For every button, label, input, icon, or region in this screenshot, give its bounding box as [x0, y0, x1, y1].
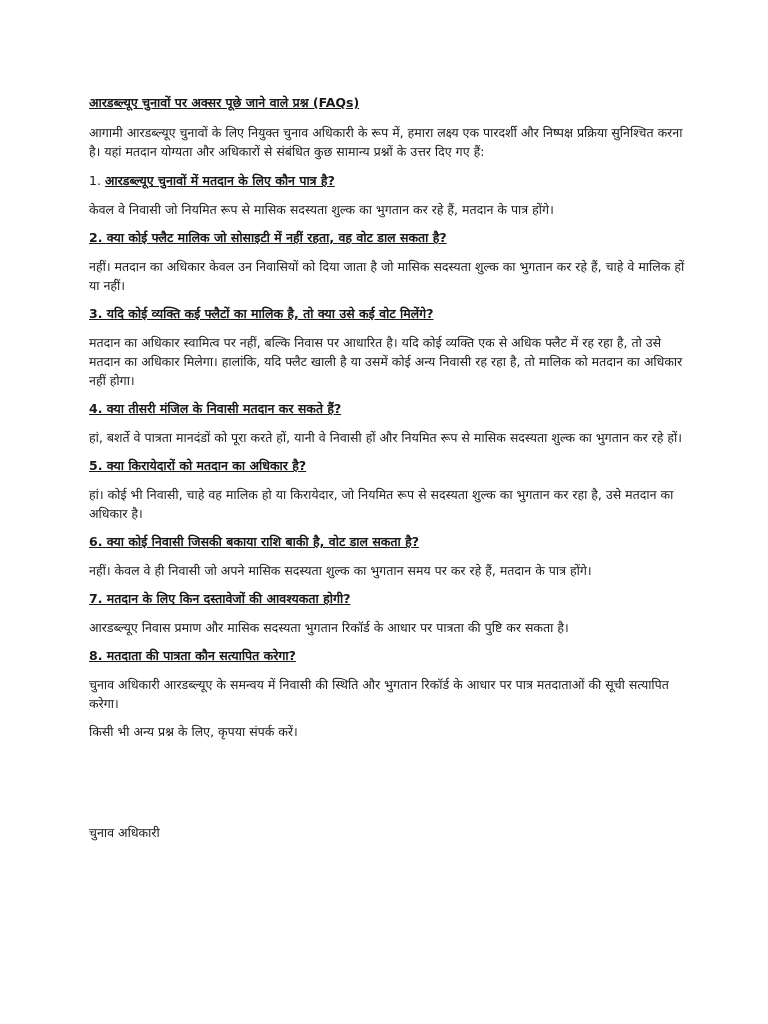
- faq-answer: हां। कोई भी निवासी, चाहे वह मालिक हो या किरायेदार, जो नियमित रूप से सदस्यता शुल्क का भुगतान कर रहा है, उसे मतदान का अधिकार है।: [89, 487, 674, 521]
- faq-question: [89, 228, 689, 247]
- faq-item-1: [89, 171, 689, 219]
- faq-item-4: [89, 399, 689, 447]
- faq-item-6: [89, 532, 689, 580]
- faq-number: 1.: [89, 173, 105, 188]
- faq-item-7: [89, 589, 689, 637]
- faq-item-3: [89, 304, 689, 390]
- faq-item-8: [89, 646, 689, 713]
- faq-question-text: 8. मतदाता की पात्रता कौन सत्यापित करेगा?: [89, 648, 296, 663]
- faq-answer: हां, बशर्ते वे पात्रता मानदंडों को पूरा करते हों, यानी वे निवासी हों और नियमित रूप से मासिक सदस्यता शुल्क का भुगतान कर रहे हों।: [89, 430, 683, 445]
- faq-question-text: आरडब्ल्यूए चुनावों में मतदान के लिए कौन पात्र है?: [104, 173, 335, 188]
- faq-answer: मतदान का अधिकार स्वामित्व पर नहीं, बल्कि निवास पर आधारित है। यदि कोई व्यक्ति एक से अधिक फ्लैट में रह रहा है, तो उसे मतदान का अधिकार मिलेगा। हालांकि, यदि फ्लैट खाली है या उसमें कोई अन्य निवासी रह रहा है, तो मालिक को मतदान का अधिकार नहीं होगा।: [89, 335, 683, 388]
- faq-question-text: 5. क्या किरायेदारों को मतदान का अधिकार है?: [89, 458, 307, 473]
- faq-answer: नहीं। मतदान का अधिकार केवल उन निवासियों को दिया जाता है जो मासिक सदस्यता शुल्क का भुगतान कर रहे हैं, चाहे वे मालिक हों या नहीं।: [89, 259, 685, 293]
- faq-item-5: [89, 456, 689, 523]
- faq-answer: आरडब्ल्यूए निवास प्रमाण और मासिक सदस्यता भुगतान रिकॉर्ड के आधार पर पात्रता की पुष्टि कर सकता है।: [89, 620, 569, 635]
- contact-note: किसी भी अन्य प्रश्न के लिए, कृपया संपर्क करें।: [89, 724, 298, 739]
- faq-answer: नहीं। केवल वे ही निवासी जो अपने मासिक सदस्यता शुल्क का भुगतान समय पर कर रहे हैं, मतदान के पात्र होंगे।: [89, 563, 592, 578]
- faq-answer: चुनाव अधिकारी आरडब्ल्यूए के समन्वय में निवासी की स्थिति और भुगतान रिकॉर्ड के आधार पर पात्र मतदाताओं की सूची सत्यापित करेगा।: [89, 677, 669, 711]
- faq-item-2: [89, 228, 689, 295]
- document-body: [89, 93, 689, 741]
- faq-question-text: 4. क्या तीसरी मंजिल के निवासी मतदान कर सकते हैं?: [89, 401, 342, 416]
- signature: चुनाव अधिकारी: [89, 824, 160, 840]
- faq-question: [89, 532, 689, 551]
- faq-answer: केवल वे निवासी जो नियमित रूप से मासिक सदस्यता शुल्क का भुगतान कर रहे हैं, मतदान के पात्र होंगे।: [89, 202, 554, 217]
- faq-question-text: 6. क्या कोई निवासी जिसकी बकाया राशि बाकी है, वोट डाल सकता है?: [89, 534, 420, 549]
- intro-paragraph: आगामी आरडब्ल्यूए चुनावों के लिए नियुक्त चुनाव अधिकारी के रूप में, हमारा लक्ष्य एक पारदर्शी और निष्पक्ष प्रक्रिया सुनिश्चित करना है। यहां मतदान योग्यता और अधिकारों से संबंधित कुछ सामान्य प्रश्नों के उत्तर दिए गए हैं:: [89, 125, 683, 159]
- faq-question: [89, 646, 689, 665]
- faq-question-text: 7. मतदान के लिए किन दस्तावेजों की आवश्यकता होगी?: [89, 591, 351, 606]
- faq-question: [89, 456, 689, 475]
- document-title: आरडब्ल्यूए चुनावों पर अक्सर पूछे जाने वाले प्रश्न (FAQs): [89, 95, 360, 110]
- faq-question-text: 2. क्या कोई फ्लैट मालिक जो सोसाइटी में नहीं रहता, वह वोट डाल सकता है?: [89, 230, 447, 245]
- faq-question: [89, 171, 689, 190]
- faq-question: [89, 399, 689, 418]
- faq-question-text: 3. यदि कोई व्यक्ति कई फ्लैटों का मालिक है, तो क्या उसे कई वोट मिलेंगे?: [89, 306, 434, 321]
- faq-question: [89, 304, 689, 323]
- faq-question: [89, 589, 689, 608]
